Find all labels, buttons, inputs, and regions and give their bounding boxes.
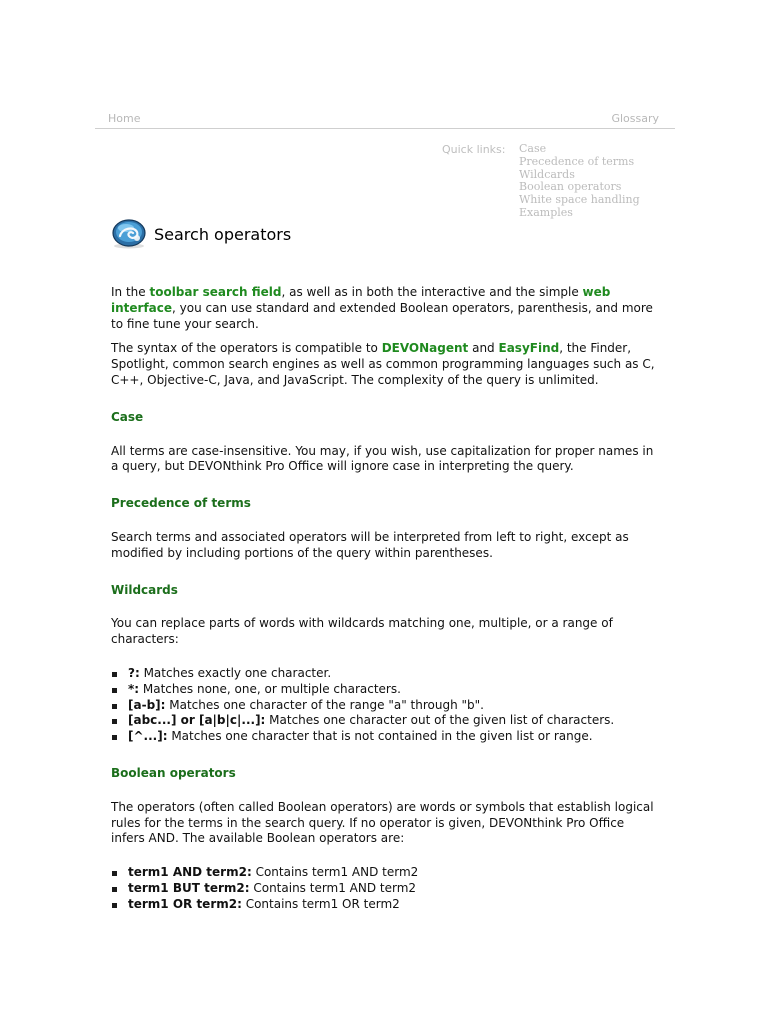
web-interface-link[interactable]: web interface bbox=[111, 285, 611, 315]
list-item: term1 BUT term2: Contains term1 AND term2 bbox=[111, 881, 656, 897]
quick-links-label: Quick links: bbox=[442, 143, 506, 156]
list-item: term1 OR term2: Contains term1 OR term2 bbox=[111, 897, 656, 913]
list-item: [abc...] or [a|b|c|...]: Matches one character out of the given list of characters. bbox=[111, 713, 656, 729]
quick-link-examples[interactable]: Examples bbox=[519, 205, 573, 219]
list-item: [^...]: Matches one character that is not contained in the given list or range. bbox=[111, 729, 656, 745]
quick-link-precedence[interactable]: Precedence of terms bbox=[519, 154, 635, 168]
intro-paragraph-1: In the toolbar search field, as well as in both the interactive and the simple web interface, you can use standard and extended Boolean operators, parenthesis, and more to fine tune your search. bbox=[111, 285, 653, 331]
case-heading: Case bbox=[111, 409, 144, 424]
list-item: *: Matches none, one, or multiple characters. bbox=[111, 682, 656, 698]
quick-link-item bbox=[519, 207, 640, 220]
quick-link-whitespace[interactable]: White space handling bbox=[519, 193, 640, 207]
article-body bbox=[111, 285, 656, 913]
boolean-list bbox=[111, 865, 656, 912]
wildcards-list bbox=[111, 666, 656, 745]
page-title: Search operators bbox=[154, 225, 292, 244]
quick-link-case[interactable]: Case bbox=[519, 142, 547, 155]
quick-link-wildcards[interactable]: Wildcards bbox=[519, 167, 575, 181]
wildcards-heading: Wildcards bbox=[111, 582, 178, 597]
toolbar-search-field-link[interactable]: toolbar search field bbox=[149, 285, 282, 299]
easyfind-link[interactable]: EasyFind bbox=[498, 341, 560, 356]
precedence-heading: Precedence of terms bbox=[111, 496, 251, 511]
boolean-paragraph: The operators (often called Boolean operators) are words or symbols that establish logical rules for the terms in the search query. If no operator is given, DEVONthink Pro Office infers AND. The available Boolean operators are: bbox=[111, 799, 654, 846]
case-paragraph: All terms are case-insensitive. You may, if you wish, use capitalization for proper names in a query, but DEVONthink Pro Office will ignore case in interpreting the query. bbox=[111, 443, 654, 474]
boolean-heading: Boolean operators bbox=[111, 765, 236, 780]
list-item: [a-b]: Matches one character of the range "a" through "b". bbox=[111, 698, 656, 714]
list-item: term1 AND term2: Contains term1 AND term2 bbox=[111, 865, 656, 881]
devonagent-link[interactable]: DEVONagent bbox=[381, 341, 469, 356]
intro-paragraph-2: The syntax of the operators is compatible to DEVONagent and EasyFind, the Finder, Spotlight, common search engines as well as common programming languages such as C, C++, Objective-C, Java, and JavaScript. The complexity of the query is unlimited. bbox=[111, 341, 655, 387]
devonthink-logo-icon bbox=[111, 217, 147, 249]
precedence-paragraph: Search terms and associated operators will be interpreted from left to right, except as modified by including portions of the query within parentheses. bbox=[111, 529, 629, 560]
list-item: ?: Matches exactly one character. bbox=[111, 666, 656, 682]
home-link[interactable]: Home bbox=[108, 112, 141, 125]
top-navigation bbox=[95, 111, 675, 129]
quick-link-boolean[interactable]: Boolean operators bbox=[519, 180, 622, 194]
quick-links-list bbox=[519, 143, 640, 220]
wildcards-paragraph: You can replace parts of words with wildcards matching one, multiple, or a range of characters: bbox=[111, 616, 613, 647]
glossary-link[interactable]: Glossary bbox=[611, 112, 659, 125]
